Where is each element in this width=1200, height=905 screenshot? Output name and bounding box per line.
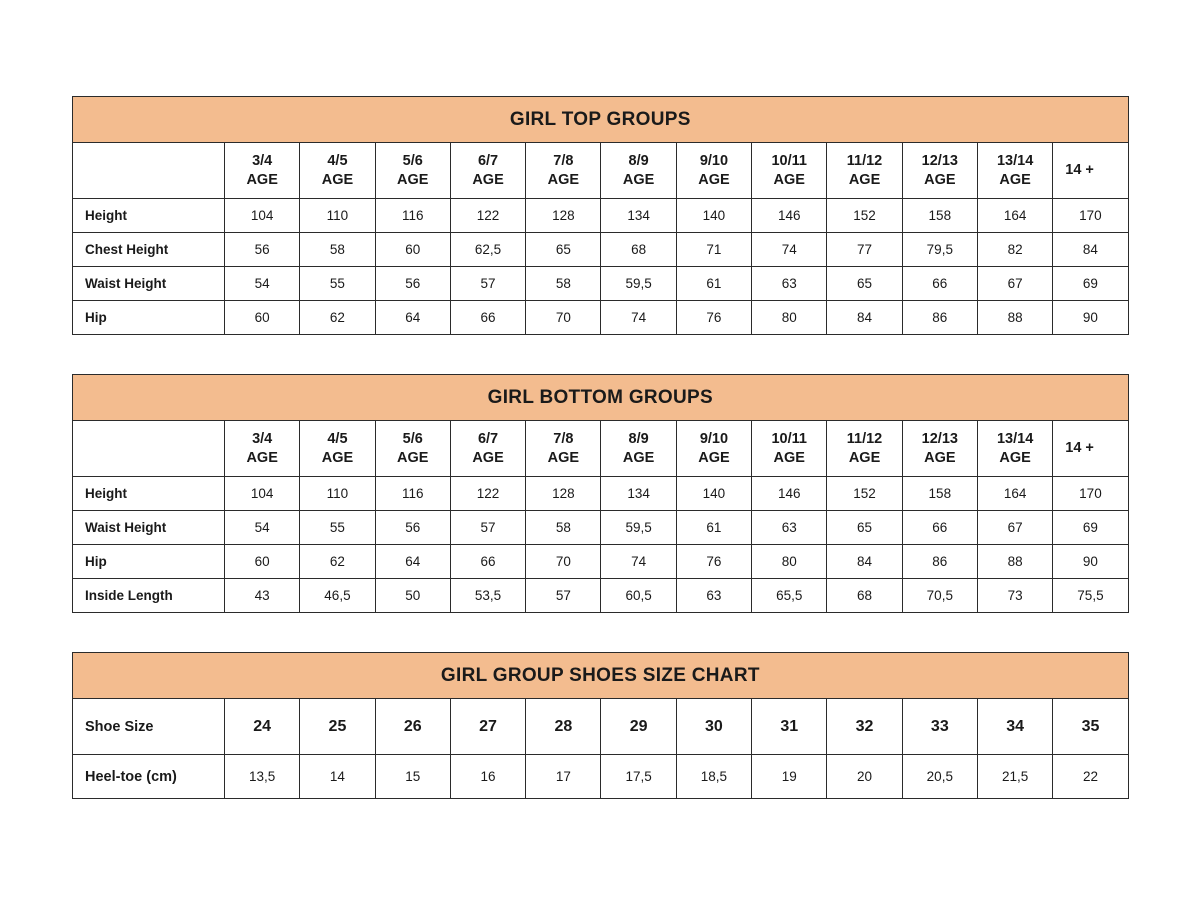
cell: 67 bbox=[977, 267, 1052, 301]
row-label: Heel-toe (cm) bbox=[73, 755, 225, 799]
cell: 65 bbox=[526, 233, 601, 267]
cell: 66 bbox=[902, 267, 977, 301]
cell: 17 bbox=[526, 755, 601, 799]
column-size: 7/8 bbox=[553, 153, 574, 170]
cell: 46,5 bbox=[300, 579, 375, 613]
table-row bbox=[73, 233, 1129, 267]
cell: 71 bbox=[676, 233, 751, 267]
cell: 62 bbox=[300, 301, 375, 335]
cell: 66 bbox=[902, 511, 977, 545]
table-title: GIRL TOP GROUPS bbox=[73, 97, 1129, 143]
table-title-row bbox=[73, 653, 1129, 699]
cell: 116 bbox=[375, 199, 450, 233]
cell: 140 bbox=[676, 199, 751, 233]
column-header bbox=[676, 421, 751, 477]
cell: 63 bbox=[752, 267, 827, 301]
column-header: 28 bbox=[526, 699, 601, 755]
cell: 164 bbox=[977, 199, 1052, 233]
cell: 19 bbox=[752, 755, 827, 799]
cell: 90 bbox=[1053, 545, 1128, 579]
column-size: 3/4 bbox=[252, 431, 273, 448]
cell: 128 bbox=[526, 477, 601, 511]
table-row bbox=[73, 755, 1129, 799]
column-header bbox=[977, 143, 1052, 199]
cell: 77 bbox=[827, 233, 902, 267]
column-header bbox=[300, 421, 375, 477]
cell: 64 bbox=[375, 545, 450, 579]
cell: 60,5 bbox=[601, 579, 676, 613]
column-size: 5/6 bbox=[402, 431, 423, 448]
cell: 146 bbox=[752, 477, 827, 511]
cell: 60 bbox=[375, 233, 450, 267]
column-unit: AGE bbox=[397, 171, 429, 188]
cell: 22 bbox=[1053, 755, 1128, 799]
cell: 90 bbox=[1053, 301, 1128, 335]
cell: 74 bbox=[601, 301, 676, 335]
cell: 75,5 bbox=[1053, 579, 1128, 613]
table-header-row bbox=[73, 699, 1129, 755]
cell: 57 bbox=[526, 579, 601, 613]
cell: 68 bbox=[827, 579, 902, 613]
table-row bbox=[73, 511, 1129, 545]
table-row bbox=[73, 267, 1129, 301]
cell: 57 bbox=[450, 267, 525, 301]
column-size: 12/13 bbox=[921, 153, 958, 170]
table-row bbox=[73, 579, 1129, 613]
column-header bbox=[827, 143, 902, 199]
column-unit: AGE bbox=[472, 449, 504, 466]
column-header: 14 + bbox=[1053, 421, 1128, 477]
row-label: Height bbox=[73, 199, 225, 233]
table-title-row bbox=[73, 97, 1129, 143]
cell: 170 bbox=[1053, 199, 1128, 233]
cell: 104 bbox=[225, 477, 300, 511]
cell: 73 bbox=[977, 579, 1052, 613]
cell: 134 bbox=[601, 199, 676, 233]
cell: 122 bbox=[450, 477, 525, 511]
cell: 84 bbox=[1053, 233, 1128, 267]
cell: 62 bbox=[300, 545, 375, 579]
cell: 67 bbox=[977, 511, 1052, 545]
table-row bbox=[73, 545, 1129, 579]
column-unit: AGE bbox=[246, 171, 278, 188]
column-unit: AGE bbox=[698, 449, 730, 466]
column-header bbox=[450, 143, 525, 199]
cell: 55 bbox=[300, 511, 375, 545]
column-header bbox=[225, 421, 300, 477]
table-header-row bbox=[73, 143, 1129, 199]
row-label: Height bbox=[73, 477, 225, 511]
cell: 63 bbox=[676, 579, 751, 613]
column-size: 3/4 bbox=[252, 153, 273, 170]
column-unit: AGE bbox=[622, 449, 655, 466]
column-size: 10/11 bbox=[771, 153, 807, 170]
cell: 110 bbox=[300, 199, 375, 233]
cell: 54 bbox=[225, 267, 300, 301]
cell: 88 bbox=[977, 545, 1052, 579]
cell: 128 bbox=[526, 199, 601, 233]
column-size: 11/12 bbox=[846, 153, 883, 170]
row-label-header bbox=[73, 143, 225, 199]
cell: 70 bbox=[526, 301, 601, 335]
row-label: Hip bbox=[73, 301, 225, 335]
column-size: 4/5 bbox=[327, 153, 348, 170]
cell: 170 bbox=[1053, 477, 1128, 511]
cell: 76 bbox=[676, 301, 751, 335]
cell: 60 bbox=[225, 545, 300, 579]
cell: 80 bbox=[752, 545, 827, 579]
column-unit: AGE bbox=[547, 171, 580, 188]
column-unit: AGE bbox=[246, 449, 278, 466]
column-header: 32 bbox=[827, 699, 902, 755]
cell: 18,5 bbox=[676, 755, 751, 799]
column-header: 30 bbox=[676, 699, 751, 755]
column-unit: AGE bbox=[999, 171, 1031, 188]
girl-top-groups-table bbox=[72, 96, 1129, 335]
cell: 152 bbox=[827, 199, 902, 233]
cell: 164 bbox=[977, 477, 1052, 511]
cell: 55 bbox=[300, 267, 375, 301]
column-unit: AGE bbox=[924, 449, 956, 466]
row-label: Shoe Size bbox=[73, 699, 225, 755]
column-header: 31 bbox=[752, 699, 827, 755]
column-header: 25 bbox=[300, 699, 375, 755]
table-row bbox=[73, 477, 1129, 511]
column-header bbox=[752, 421, 827, 477]
table-row bbox=[73, 199, 1129, 233]
column-size: 7/8 bbox=[553, 431, 574, 448]
column-header bbox=[977, 421, 1052, 477]
cell: 122 bbox=[450, 199, 525, 233]
cell: 50 bbox=[375, 579, 450, 613]
cell: 66 bbox=[450, 545, 525, 579]
table-title: GIRL GROUP SHOES SIZE CHART bbox=[73, 653, 1129, 699]
cell: 69 bbox=[1053, 511, 1128, 545]
cell: 66 bbox=[450, 301, 525, 335]
cell: 65 bbox=[827, 267, 902, 301]
column-header bbox=[601, 421, 676, 477]
cell: 69 bbox=[1053, 267, 1128, 301]
column-size: 12/13 bbox=[921, 431, 958, 448]
column-size: 10/11 bbox=[771, 431, 807, 448]
column-size: 4/5 bbox=[327, 431, 348, 448]
cell: 14 bbox=[300, 755, 375, 799]
column-size: 8/9 bbox=[628, 153, 649, 170]
column-header: 14 + bbox=[1053, 143, 1128, 199]
cell: 61 bbox=[676, 267, 751, 301]
column-header: 35 bbox=[1053, 699, 1128, 755]
column-header bbox=[902, 421, 977, 477]
cell: 140 bbox=[676, 477, 751, 511]
cell: 79,5 bbox=[902, 233, 977, 267]
cell: 70 bbox=[526, 545, 601, 579]
cell: 59,5 bbox=[601, 511, 676, 545]
column-size: 13/14 bbox=[996, 431, 1034, 448]
cell: 58 bbox=[526, 511, 601, 545]
row-label: Waist Height bbox=[73, 267, 225, 301]
cell: 86 bbox=[902, 545, 977, 579]
row-label: Chest Height bbox=[73, 233, 225, 267]
cell: 65,5 bbox=[752, 579, 827, 613]
cell: 17,5 bbox=[601, 755, 676, 799]
row-label-header bbox=[73, 421, 225, 477]
cell: 43 bbox=[225, 579, 300, 613]
column-header bbox=[375, 143, 450, 199]
column-header: 33 bbox=[902, 699, 977, 755]
column-header bbox=[902, 143, 977, 199]
column-unit: AGE bbox=[773, 449, 805, 466]
cell: 15 bbox=[375, 755, 450, 799]
column-header bbox=[827, 421, 902, 477]
column-header bbox=[676, 143, 751, 199]
cell: 88 bbox=[977, 301, 1052, 335]
cell: 63 bbox=[752, 511, 827, 545]
cell: 56 bbox=[375, 511, 450, 545]
cell: 80 bbox=[752, 301, 827, 335]
column-unit: AGE bbox=[547, 449, 580, 466]
cell: 76 bbox=[676, 545, 751, 579]
column-size: 13/14 bbox=[996, 153, 1034, 170]
cell: 152 bbox=[827, 477, 902, 511]
girl-group-shoes-size-chart-table bbox=[72, 652, 1129, 799]
table-title-row bbox=[73, 375, 1129, 421]
cell: 158 bbox=[902, 477, 977, 511]
column-size: 9/10 bbox=[699, 153, 729, 170]
row-label: Inside Length bbox=[73, 579, 225, 613]
cell: 104 bbox=[225, 199, 300, 233]
column-header bbox=[526, 421, 601, 477]
column-unit: AGE bbox=[397, 449, 429, 466]
cell: 158 bbox=[902, 199, 977, 233]
column-unit: AGE bbox=[622, 171, 655, 188]
cell: 110 bbox=[300, 477, 375, 511]
column-size: 11/12 bbox=[846, 431, 883, 448]
column-unit: AGE bbox=[472, 171, 504, 188]
column-size: 6/7 bbox=[477, 431, 499, 448]
column-size: 5/6 bbox=[402, 153, 423, 170]
column-header bbox=[601, 143, 676, 199]
table-row bbox=[73, 301, 1129, 335]
cell: 134 bbox=[601, 477, 676, 511]
column-header: 24 bbox=[225, 699, 300, 755]
column-header bbox=[375, 421, 450, 477]
cell: 21,5 bbox=[977, 755, 1052, 799]
column-header bbox=[526, 143, 601, 199]
cell: 60 bbox=[225, 301, 300, 335]
column-unit: AGE bbox=[321, 171, 354, 188]
column-header: 29 bbox=[601, 699, 676, 755]
cell: 86 bbox=[902, 301, 977, 335]
column-header: 34 bbox=[977, 699, 1052, 755]
column-unit: AGE bbox=[848, 449, 881, 466]
column-unit: AGE bbox=[321, 449, 354, 466]
cell: 65 bbox=[827, 511, 902, 545]
column-unit: AGE bbox=[848, 171, 881, 188]
row-label: Hip bbox=[73, 545, 225, 579]
cell: 62,5 bbox=[450, 233, 525, 267]
cell: 16 bbox=[450, 755, 525, 799]
table-title: GIRL BOTTOM GROUPS bbox=[73, 375, 1129, 421]
cell: 20,5 bbox=[902, 755, 977, 799]
cell: 70,5 bbox=[902, 579, 977, 613]
cell: 13,5 bbox=[225, 755, 300, 799]
cell: 146 bbox=[752, 199, 827, 233]
cell: 56 bbox=[225, 233, 300, 267]
cell: 116 bbox=[375, 477, 450, 511]
cell: 58 bbox=[526, 267, 601, 301]
cell: 84 bbox=[827, 301, 902, 335]
table-header-row bbox=[73, 421, 1129, 477]
column-size: 8/9 bbox=[628, 431, 649, 448]
column-header: 26 bbox=[375, 699, 450, 755]
column-header: 27 bbox=[450, 699, 525, 755]
cell: 74 bbox=[601, 545, 676, 579]
column-size: 6/7 bbox=[477, 153, 499, 170]
column-header bbox=[752, 143, 827, 199]
cell: 57 bbox=[450, 511, 525, 545]
column-size: 9/10 bbox=[699, 431, 729, 448]
cell: 54 bbox=[225, 511, 300, 545]
cell: 58 bbox=[300, 233, 375, 267]
cell: 53,5 bbox=[450, 579, 525, 613]
cell: 64 bbox=[375, 301, 450, 335]
column-header bbox=[225, 143, 300, 199]
girl-bottom-groups-table bbox=[72, 374, 1129, 613]
row-label: Waist Height bbox=[73, 511, 225, 545]
column-header bbox=[300, 143, 375, 199]
cell: 84 bbox=[827, 545, 902, 579]
cell: 20 bbox=[827, 755, 902, 799]
column-unit: AGE bbox=[773, 171, 805, 188]
cell: 59,5 bbox=[601, 267, 676, 301]
cell: 68 bbox=[601, 233, 676, 267]
column-unit: AGE bbox=[698, 171, 730, 188]
tables-container bbox=[72, 96, 1128, 838]
column-unit: AGE bbox=[924, 171, 956, 188]
cell: 56 bbox=[375, 267, 450, 301]
cell: 74 bbox=[752, 233, 827, 267]
column-unit: AGE bbox=[999, 449, 1031, 466]
column-header bbox=[450, 421, 525, 477]
cell: 61 bbox=[676, 511, 751, 545]
cell: 82 bbox=[977, 233, 1052, 267]
